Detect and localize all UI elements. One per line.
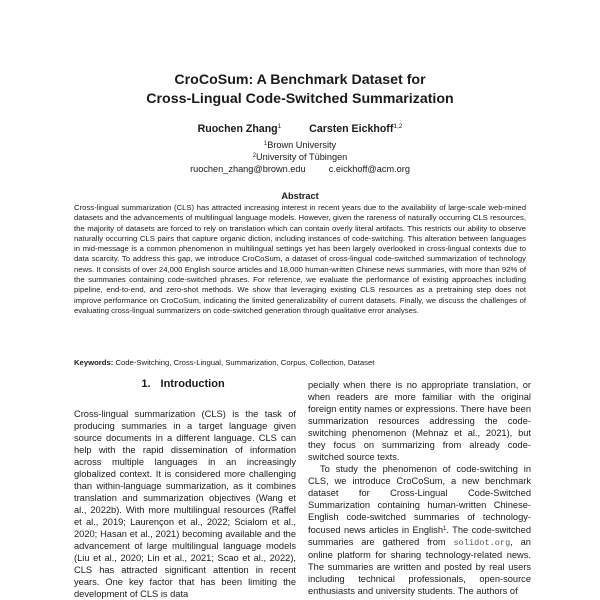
abstract-text: Cross-lingual summarization (CLS) has attracted increasing interest in recent years due to the availability of large-scale web-mined datasets and the advancements of multilingual language models. However, given the rareness of naturally occurring CLS resources, the majority of datasets are forced to rely on translation which can contain overly literal artifacts. This restricts our ability to observe naturally occurring CLS pairs that capture organic diction, including instances of code-switching. This alteration between languages in mid-message is a common phenomenon in multilingual settings yet has been largely overlooked in cross-lingual contexts due to data scarcity. To address this gap, we introduce CroCoSum, a dataset of cross-lingual code-switched summarization of technology news. It consists of over 24,000 English source articles and 18,000 human-written Chinese news summaries, with more than 92% of the summaries containing code-switched phrases. For reference, we evaluate the performance of existing approaches including pipeline, end-to-end, and zero-shot methods. We show that leveraging existing CLS resources as a pretraining step does not improve performance on CroCoSum, indicating the limited generalizability of current datasets. Finally, we discuss the challenges of evaluating cross-lingual summarizers on code-switched generation through qualitative error analyses. [74, 203, 526, 315]
title-line-2: Cross-Lingual Code-Switched Summarization [146, 91, 454, 107]
author-emails [0, 164, 600, 174]
keywords-label: Keywords: [74, 358, 114, 367]
affiliation-name: Brown University [267, 140, 337, 150]
author-affiliation-mark: 1,2 [393, 123, 403, 130]
site-url: solidot.org [453, 538, 511, 548]
section-title: Introduction [160, 378, 225, 390]
affiliation [0, 151, 600, 163]
footnote-mark: 1 [443, 526, 447, 532]
author-list [0, 123, 600, 135]
email: ruochen_zhang@brown.edu [190, 164, 306, 174]
paper-title [0, 71, 600, 109]
abstract-heading: Abstract [281, 191, 319, 201]
body-paragraph: pecially when there is no appropriate translation, or when readers are more familiar with the original foreign entity names or expressions. There have been summarization resources addressing the code-switching phenomenon (Mehnaz et al., 2021), but they focus on summarizing from already code-switched source texts. [308, 380, 531, 462]
body-paragraph: Cross-lingual summarization (CLS) is the task of producing summaries in a target language given source documents in a different language. CLS can help with the rapid dissemination of information across multiple languages in an increasingly globalized context. It is considered more challenging than within-language summarization, as it combines translation and summarization objectives (Wang et al., 2022b). With more multilingual resources (Raffel et al., 2019; Laurençon et al., 2022; Scialom et al., 2020; Hasan et al., 2021) becoming available and the advancement of large multilingual language models (Liu et al., 2020; Lin et al., 2021; Scao et al., 2022), CLS has attracted significant attention in recent years. One key factor that has been limiting the development of CLS is data [74, 409, 296, 599]
email: c.eickhoff@acm.org [328, 164, 410, 174]
author-name: Ruochen Zhang [197, 123, 278, 135]
title-line-1: CroCoSum: A Benchmark Dataset for [174, 72, 426, 88]
keywords-list: Code-Switching, Cross-Lingual, Summarization, Corpus, Collection, Dataset [115, 358, 375, 367]
author-affiliation-mark: 1 [277, 123, 282, 130]
paragraph-text: . The code-switched summaries are gathered from [308, 525, 532, 547]
section-number: 1. [141, 378, 151, 390]
body-paragraph [308, 463, 531, 597]
left-column [74, 408, 296, 600]
affiliation-name: University of Tübingen [256, 152, 348, 162]
right-column [308, 379, 531, 597]
section-heading [74, 378, 292, 390]
author-name: Carsten Eickhoff [309, 123, 394, 135]
paragraph-text: , an online platform for sharing technology-related news. The summaries are written and posted by real users including technical professionals, open-source enthusiasts and university students. The authors of [308, 537, 531, 596]
keywords [74, 358, 526, 367]
paragraph-text: To study the phenomenon of code-switching in CLS, we introduce CroCoSum, a new benchmark dataset for Cross-Lingual Code-Switched Summarization containing human-written Chinese-English code-switched summaries of technology-focused news articles in English [308, 464, 531, 535]
affiliation-mark: 1 [263, 141, 268, 147]
affiliation [0, 139, 600, 151]
affiliation-mark: 2 [252, 153, 257, 159]
